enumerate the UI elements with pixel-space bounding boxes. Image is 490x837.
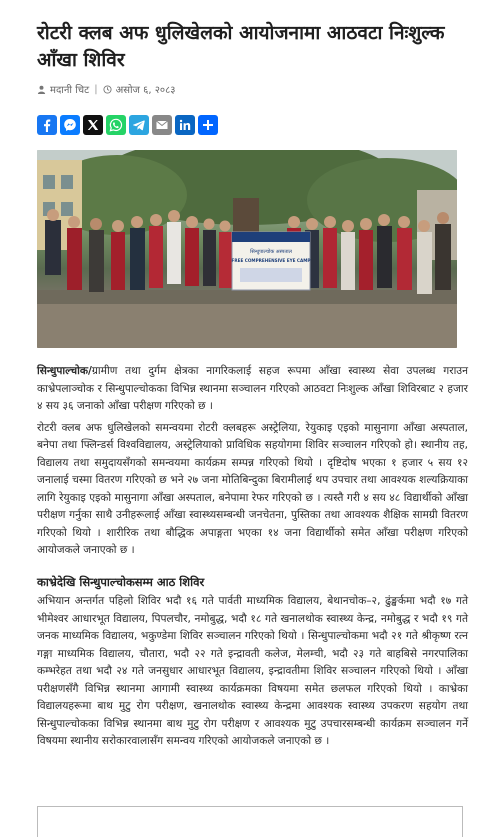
group-photo-illustration xyxy=(37,150,457,348)
author-name[interactable]: मदानी चिट xyxy=(50,85,90,96)
embedded-content-frame xyxy=(37,806,463,837)
x-share-button[interactable] xyxy=(83,115,103,135)
article-meta xyxy=(37,82,468,96)
user-icon xyxy=(37,85,46,94)
messenger-icon xyxy=(63,118,77,132)
publish-date: असोज ६, २०८३ xyxy=(115,85,176,96)
facebook-icon xyxy=(40,118,54,132)
paragraph-3: अभियान अन्तर्गत पहिलो शिविर भदौ १६ गते पार्वती माध्यमिक विद्यालय, बेथानचोक–२, ढुंङ्खर्कमा भदौ १७ गते भीमेश्वर आधारभूत विद्यालय, पिपलचौर, नमोबुद्ध, भदौ १८ गते खनालथोक स्वास्थ्य केन्द्र, नमोबुद्ध र भदौ १९ गते जनक माध्यमिक विद्यालय, भकुण्डेमा शिविर सञ्चालन गरिएको थियो । सिन्धुपाल्चोकमा भदौ २१ गते श्रीकृष्ण रत्न गङ्गा माध्यमिक विद्यालय, चौतारा, भदौ २२ गते इन्द्रावती कलेज, मेलम्ची, भदौ २३ गते बाहबिसे नगरपालिका कम्भरेहत तथा भदौ २४ गते जनसुधार आधारभूत विद्यालय, इन्द्रावतीमा शिविर सञ्चालन गरिएको थियो । आँखा परीक्षणसँगै विभिन्न स्थानमा आगामी स्वास्थ्य कार्यक्रमका विषयमा समेत छलफल गरिएको थियो । काभ्रेका विद्यालयहरूमा बाथ मुटु रोग परीक्षण, खनालथोक स्वास्थ्य केन्द्रमा आवश्यक स्वास्थ्य उपकरण सहयोग तथा सिन्धुपाल्चोकका विभिन्न स्थानमा बाथ मुटु रोग परीक्षण र आवश्यक मुटु उपचारसम्बन्धी कार्यक्रम सञ्चालन गर्ने विषयमा स्थानीय सरोकारवालासँग समन्वय गरिएको आयोजकले जनाएको छ । xyxy=(37,595,468,747)
plus-icon xyxy=(201,118,215,132)
article-title: रोटरी क्लब अफ धुलिखेलको आयोजनामा आठवटा निःशुल्क आँखा शिविर xyxy=(37,22,445,71)
section-subheading: काभ्रेदेखि सिन्धुपाल्चोकसम्म आठ शिविर xyxy=(37,574,205,589)
share-more-button[interactable] xyxy=(198,115,218,135)
telegram-share-button[interactable] xyxy=(129,115,149,135)
eye-camp-banner xyxy=(232,232,311,290)
banner-line1: सिन्धुपाल्चोक अस्पताल xyxy=(250,249,292,255)
x-icon xyxy=(86,118,100,132)
meta-separator: | xyxy=(94,83,98,95)
telegram-icon xyxy=(132,118,146,132)
whatsapp-share-button[interactable] xyxy=(106,115,126,135)
share-bar xyxy=(37,115,468,135)
paragraph-1: सिन्धुपाल्चोक/ग्रामीण तथा दुर्गम क्षेत्रका नागरिकलाई सहज रूपमा आँखा स्वास्थ्य सेवा उपलब्ध गराउन काभ्रेपलाञ्चोक र सिन्धुपाल्चोकका विभिन्न स्थानमा सञ्चालन गरिएको आठवटा निःशुल्क आँखा शिविरबाट २ हजार ४ सय ३६ जनाको आँखा परीक्षण गरिएको छ । xyxy=(37,365,468,412)
banner-line2: FREE COMPREHENSIVE EYE CAMP xyxy=(231,258,311,263)
facebook-share-button[interactable] xyxy=(37,115,57,135)
messenger-share-button[interactable] xyxy=(60,115,80,135)
email-icon xyxy=(155,118,169,132)
linkedin-icon xyxy=(178,118,192,132)
article-body xyxy=(37,363,468,751)
lead-place: सिन्धुपाल्चोक/ xyxy=(37,365,92,377)
whatsapp-icon xyxy=(109,118,123,132)
paragraph-2: रोटरी क्लब अफ धुलिखेलको समन्वयमा रोटरी क्लबहरू अस्ट्रेलिया, रेयुकाइ एइको मासुनागा आँखा अस्पताल, बनेपा तथा फ्लिन्डर्स विश्वविद्यालय, अस्ट्रेलियाको प्राविधिक सहयोगमा शिविर सञ्चालन गरिएको हो। स्थानीय तह, विद्यालय तथा समुदायसँगको समन्वयमा कार्यक्रम सम्पन्न गरिएको थियो । दृष्टिदोष भएका १ हजार ५ सय १२ जनालाई चस्मा वितरण गरिएको छ भने २७ जना मोतिबिन्दुका बिरामीलाई थप उपचार तथा आवश्यक शल्यक्रियाका लागि रेयुकाइ एइको मासुनागा आँखा अस्पताल, बनेपामा रेफर गरिएको छ । त्यस्तै गरी ४ सय ४८ विद्यार्थीको आँखा परीक्षण गर्नुका साथै उनीहरूलाई आँखा स्वास्थ्यसम्बन्धी जनचेतना, पुस्तिका तथा आवश्यक शैक्षिक सामग्री वितरण गरिएको थियो । शारीरिक तथा बौद्धिक अपाङ्गता भएका १४ जना विद्यार्थीको समेत आँखा परीक्षण गरिएको आयोजकले जनाएको छ । xyxy=(37,421,468,556)
linkedin-share-button[interactable] xyxy=(175,115,195,135)
article-photo xyxy=(37,150,457,348)
email-share-button[interactable] xyxy=(152,115,172,135)
clock-icon xyxy=(103,85,112,94)
